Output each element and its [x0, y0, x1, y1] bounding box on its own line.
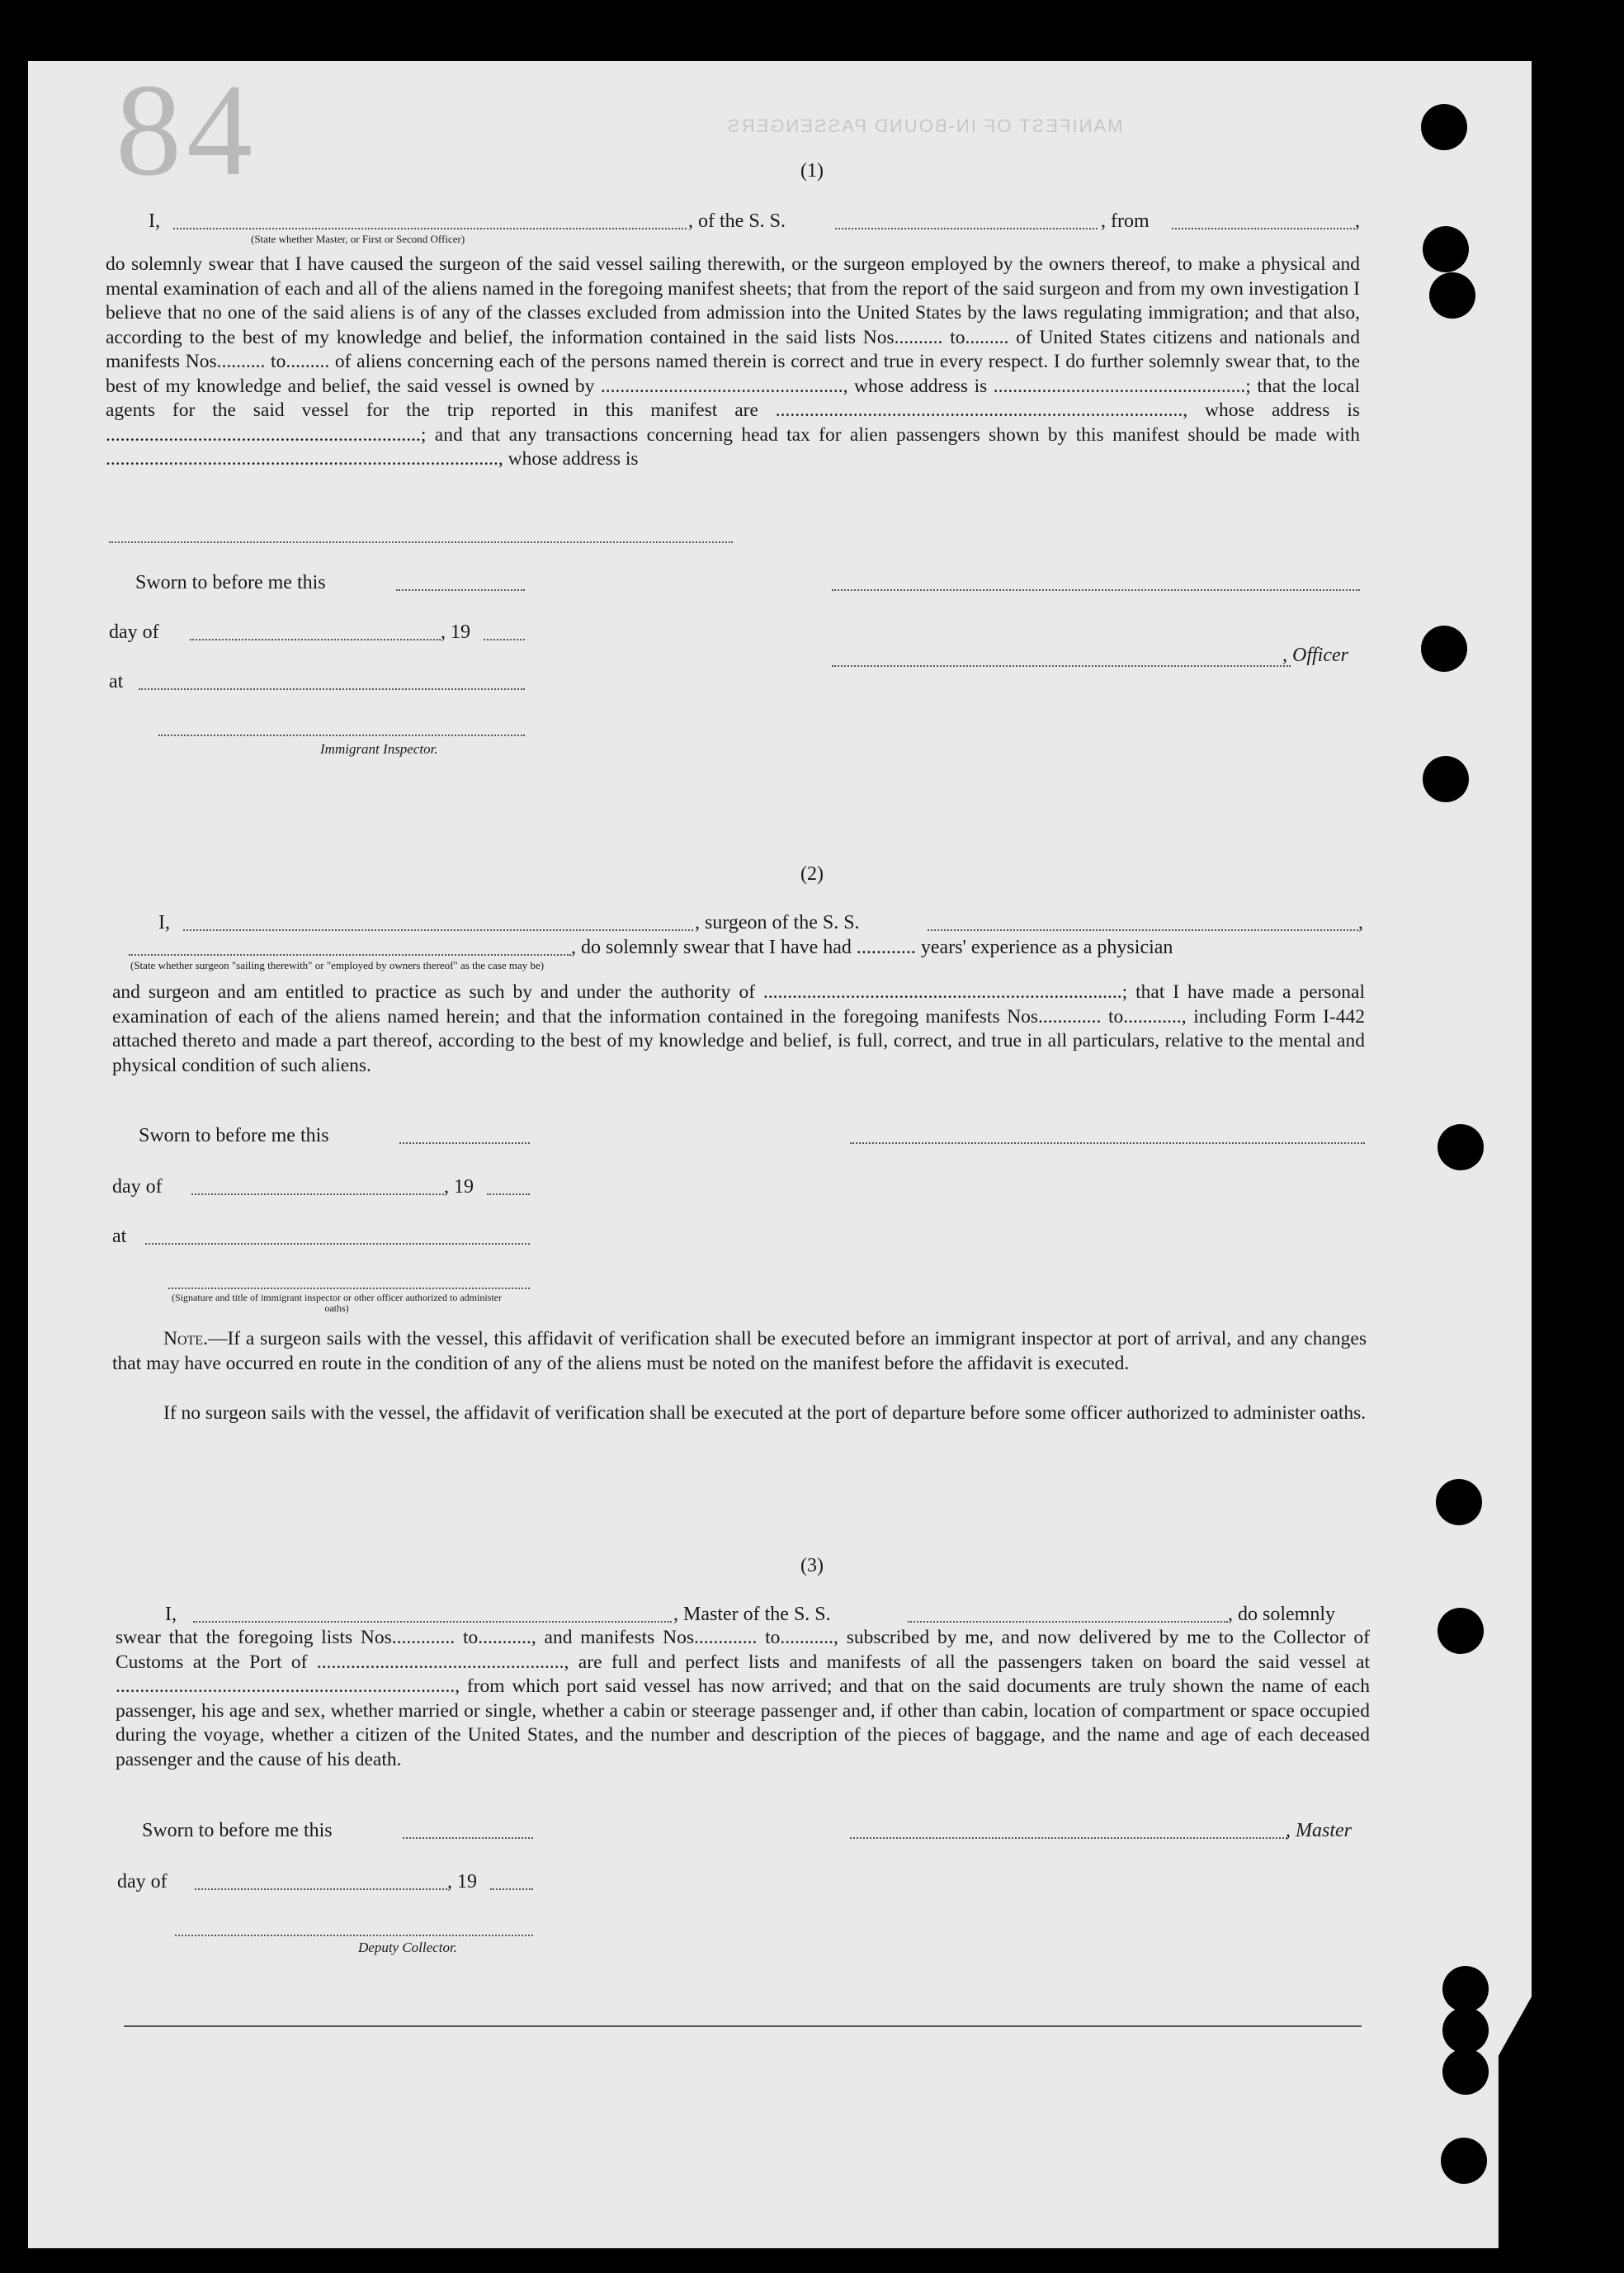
s1-head-tax-address-field[interactable] [109, 541, 733, 543]
s1-inspector-signature-field[interactable] [158, 735, 525, 736]
s3-day-of-label: day of [117, 1871, 168, 1893]
binder-hole-12 [1441, 2138, 1487, 2184]
s1-of-ss-label: , of the S. S. [688, 210, 786, 232]
s2-inspector-signature-field[interactable] [168, 1288, 530, 1289]
s1-officer-caption: (State whether Master, or First or Second Officer) [251, 233, 465, 245]
section-1-number: (1) [800, 160, 824, 182]
s2-surgeon-caption: (State whether surgeon "sailing therewith" or "employed by owners thereof" as the case may be) [130, 959, 545, 971]
s1-sworn-date-field[interactable] [396, 589, 525, 591]
s3-master-signature-field[interactable] [850, 1837, 1287, 1839]
s2-oath-body: and surgeon and am entitled to practice as such by and under the authority of ..........................................................................; that I have made a personal examination of each of the aliens named herein; and that the information contained in the foregoing manifests Nos............. to............, including Form I-442 attached thereto and made a part thereof, according to the best of my knowledge and belief, is full, correct, and true in all particulars, relative to the mental and physical condition of such aliens. [112, 981, 1365, 1076]
s3-solemnly-label: , do solemnly [1228, 1604, 1335, 1625]
s2-day-of-label: day of [112, 1176, 163, 1198]
s2-vessel-name-field[interactable] [928, 929, 1358, 931]
s1-from-label: , from [1101, 210, 1150, 232]
footer-rule [124, 2025, 1362, 2027]
s2-day-field[interactable] [191, 1193, 444, 1195]
s3-day-field[interactable] [195, 1888, 447, 1890]
s3-vessel-name-field[interactable] [908, 1621, 1228, 1623]
binder-hole-4 [1421, 626, 1467, 672]
s2-year-label: , 19 [444, 1176, 474, 1198]
s1-day-field[interactable] [190, 639, 441, 640]
s3-collector-signature-field[interactable] [175, 1935, 533, 1936]
binder-hole-2 [1423, 226, 1469, 272]
binder-hole-10 [1442, 2007, 1489, 2053]
section-3-number: (3) [800, 1555, 824, 1576]
binder-hole-8 [1438, 1608, 1484, 1654]
s3-oath-body: swear that the foregoing lists Nos............. to..........., and manifests Nos............. to..........., subscribed by me, and now delivered by me to the Collector of Customs at the Port of ..................................................., are full and perfect lists and manifests of all the passengers taken on board the said vessel at ......................................................................, from which port said vessel has now arrived; and that on the said documents are truly shown the name of each passenger, his age and sex, whether married or single, whether a cabin or steerage passenger and, if other than cabin, location of compartment or space occupied during the voyage, whether a citizen of the United States, and the number and description of the pieces of baggage, and the name and age of each deceased passenger and the cause of his death. [116, 1627, 1370, 1770]
s1-at-label: at [109, 671, 124, 692]
s2-inspector-caption: (Signature and title of immigrant inspector or other officer authorized to administer oaths) [172, 1292, 502, 1314]
s1-officer-signature-field[interactable] [832, 589, 1360, 591]
binder-hole-11 [1442, 2049, 1489, 2095]
s1-year-field[interactable] [484, 639, 525, 640]
s3-collector-label: Deputy Collector. [358, 1940, 457, 1955]
s1-year-label: , 19 [441, 621, 470, 643]
binder-hole-6 [1438, 1124, 1484, 1170]
s1-officer-title-field[interactable] [832, 665, 1291, 667]
s3-master-name-field[interactable] [193, 1621, 672, 1623]
s1-from-port-field[interactable] [1172, 228, 1355, 229]
s2-sworn-label: Sworn to before me this [139, 1125, 329, 1146]
s2-sworn-date-field[interactable] [399, 1142, 530, 1144]
bleed-through-header: MANIFEST OF IN-BOUND PASSENGERS [726, 116, 1123, 136]
s2-year-field[interactable] [487, 1193, 530, 1195]
s3-i-label: I, [165, 1604, 177, 1625]
s3-year-label: , 19 [447, 1871, 477, 1893]
s2-at-label: at [112, 1226, 127, 1247]
s1-line1-end: , [1355, 210, 1360, 232]
s1-oath-body: do solemnly swear that I have caused the surgeon of the said vessel sailing therewith, or the surgeon employed by the owners thereof, to make a physical and mental examination of each and all of the aliens named in the foregoing manifest sheets; that from the report of the said surgeon and from my own investigation I believe that no one of the said aliens is of any of the classes excluded from admission into the United States by the laws regulating immigration; and that also, according to the best of my knowledge and belief, the information contained in the said lists Nos.......... to......... of United States citizens and nationals and manifests Nos.......... to......... of aliens concerning each of the persons named therein is correct and true in every respect. I do further solemnly swear that, to the best of my knowledge and belief, the said vessel is owned by .................................................., whose address is ....................................................; that the local agents for the said vessel for the trip reported in this manifest are ...................................................................................., whose address is .................................................................; and that any transactions concerning head tax for alien passengers shown by this manifest should be made with ................................................................................., whose address is [106, 253, 1360, 470]
s1-i-label: I, [149, 210, 160, 232]
s3-sworn-label: Sworn to before me this [142, 1820, 333, 1841]
s2-line1-end: , [1358, 912, 1363, 933]
binder-hole-3 [1429, 272, 1475, 319]
s1-officer-label: , Officer [1282, 645, 1348, 666]
section-2-number: (2) [800, 863, 824, 885]
binder-hole-9 [1442, 1966, 1489, 2012]
binder-hole-1 [1421, 104, 1467, 150]
s2-surgeon-name-field[interactable] [183, 929, 693, 931]
s1-officer-name-field[interactable] [173, 228, 687, 229]
s3-year-field[interactable] [490, 1888, 533, 1890]
s3-sworn-date-field[interactable] [403, 1837, 533, 1839]
s1-vessel-name-field[interactable] [835, 228, 1098, 229]
handwritten-page-number: 84 [116, 56, 257, 203]
s2-i-label: I, [158, 912, 170, 933]
s1-day-of-label: day of [109, 621, 159, 643]
s2-note-label: Note. [163, 1328, 208, 1349]
binder-hole-5 [1423, 756, 1469, 802]
s2-surgeon-type-field[interactable] [129, 954, 571, 956]
s2-note-1-text: —If a surgeon sails with the vessel, this affidavit of verification shall be executed before an immigrant inspector at port of arrival, and any changes that may have occurred en route in the condition of any of the aliens must be noted on the manifest before the affidavit is executed. [112, 1328, 1367, 1374]
s1-sworn-label: Sworn to before me this [135, 572, 326, 593]
s2-note-1 [112, 1327, 1367, 1376]
s1-inspector-label: Immigrant Inspector. [320, 741, 438, 757]
s2-note-2: If no surgeon sails with the vessel, the affidavit of verification shall be executed at the port of departure before some officer authorized to administer oaths. [163, 1402, 1367, 1424]
binder-hole-7 [1436, 1479, 1482, 1525]
s2-surgeon-signature-field[interactable] [850, 1142, 1365, 1144]
s2-experience-line: , do solemnly swear that I have had ............ years' experience as a physician [571, 937, 1173, 958]
s1-at-field[interactable] [139, 688, 525, 690]
s3-master-label: , Master [1286, 1820, 1352, 1841]
s3-master-of-ss-label: , Master of the S. S. [673, 1604, 831, 1625]
s2-at-field[interactable] [145, 1243, 530, 1245]
s2-surgeon-of-ss-label: , surgeon of the S. S. [695, 912, 860, 933]
